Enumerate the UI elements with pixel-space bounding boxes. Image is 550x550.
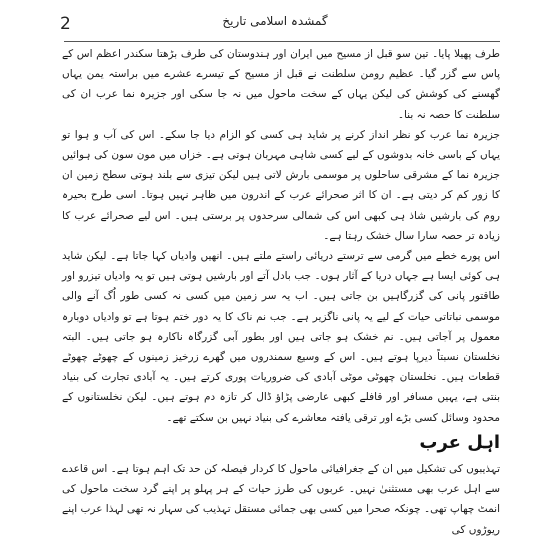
header-rule [64,41,500,42]
section-text [62,459,500,540]
section-heading: اہل عرب [419,432,500,453]
page-header [0,10,550,38]
running-title: گمشدہ اسلامی تاریخ [222,14,328,28]
paragraph: جزیرہ نما عرب کو نظر انداز کرنے پر شاید ہی کسی کو الزام دیا جا سکے۔ اس کی آب و ہوا تو یہاں کے باسی خانہ بدوشوں کے لیے کسی شاہی مہربان ہوتی ہے۔ خزاں میں مون سون کی ہوائیں جزیرہ نما کے مشرقی ساحلوں پر موسمی بارش لاتی ہیں لیکن تیزی سے بلند ہوتی سطح زمین ان کا زور کم کر دیتی ہے۔ ان کا اثر صحرائے عرب کے اندرون میں ظاہر نہیں ہوتا۔ اسی طرح بحیرہ روم کی بارشیں شاذ ہی کبھی اس کی شمالی سرحدوں پر برستی ہیں۔ اس لیے صحرائے عرب کا زیادہ تر حصہ سارا سال خشک رہتا ہے۔ [62,128,500,242]
paragraph: طرف پھیلا پایا۔ تین سو قبل از مسیح میں ایران اور ہندوستان کی طرف بڑھتا سکندر اعظم اس کے پاس سے گزر گیا۔ عظیم رومن سلطنت نے قبل از مسیح کے تیسرے عشرے میں براستہ یمن یہاں گھسنے کی کوشش کی لیکن یہاں کے سخت ماحول میں نہ جا سکی اور جزیرہ نما عرب ان کی سلطنت کا حصہ نہ بنا۔ [62,48,500,121]
paragraph: تہذیبوں کی تشکیل میں ان کے جغرافیائی ماحول کا کردار فیصلہ کن حد تک اہم ہوتا ہے۔ اس قاعدے سے اہل عرب بھی مستثنیٰ نہیں۔ عربوں کی طرز حیات کے ہر پہلو پر اپنے گرد سخت ماحول کی انمٹ چھاپ تھی۔ چونکہ صحرا میں کسی بھی جمائی مستقل تہذیب کی سہار نہ تھی لہذا عرب اپنے ریوڑوں کی [62,463,500,536]
body-text [62,44,500,428]
page-number: 2 [60,14,71,34]
paragraph: اس پورے خطے میں گرمی سے ترستے دریائی راستے ملتے ہیں۔ انھیں وادیاں کہا جاتا ہے۔ لیکن شاید ہی کوئی ایسا ہے جہاں دریا کے آثار ہوں۔ جب بادل آتے اور بارشیں ہوتی ہیں تو یہ وادیاں تیزرو اور طاقتور پانی کی گزرگاہیں بن جاتی ہیں۔ اب یہ سر زمین میں کسی نہ کسی طور اُگ آنے والی موسمی نباتاتی حیات کے لیے یہ پانی ناگزیر ہے۔ جب نم ناک کا یہ دور ختم ہوتا ہے تو وادیاں دوبارہ معمول پر آجاتی ہیں۔ نم خشک ہو جاتی ہیں اور بطور آبی گزرگاہ ناکارہ ہو جاتی ہیں۔ البتہ نخلستان نسبتاً دیرپا ہوتے ہیں۔ اس کے وسیع سمندروں میں گھرے زرخیز زمینوں کے چھوٹے چھوٹے قطعات ہیں۔ نخلستان چھوٹی موٹی آبادی کی ضروریات پوری کرتے ہیں۔ یہ آبادی تجارت کی بنیاد بنتی ہے، یہیں مسافر اور قافلے کبھی عارضی پڑاؤ ڈال کر تازہ دم ہوتے ہیں۔ لیکن نخلستانوں کے محدود وسائل کسی بڑے اور ترقی یافتہ معاشرے کی بنیاد نہیں بن سکتے تھے۔ [62,250,500,424]
